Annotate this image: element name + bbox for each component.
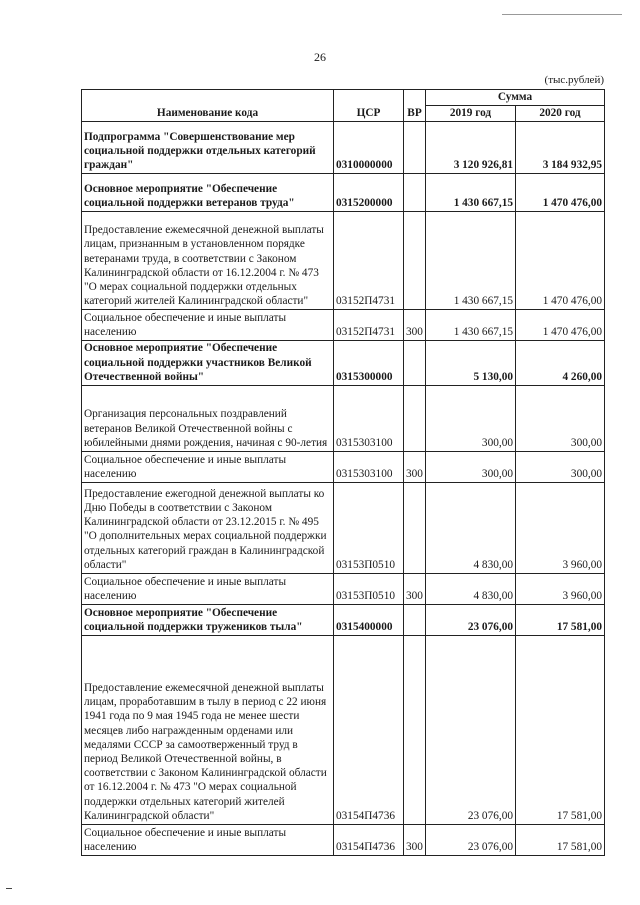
cell-name-line: от 16.12.2004 г. № 473 "О мерах социальной [84,781,297,794]
cell-2020: 3 184 932,95 [516,122,605,174]
cell-name-line: юбилейными днями рождения, начиная с 90-летия [84,436,328,449]
cell-2019: 1 430 667,15 [426,174,516,212]
cell-name-line: Предоставление ежегодной денежной выплаты ко [84,487,325,500]
cell-vr: 300 [404,825,426,856]
cell-csr: 03153П0510 [334,574,404,605]
table-row [82,310,605,341]
cell-name-line: Основное мероприятие "Обеспечение [84,606,278,619]
cell-vr [404,341,426,386]
units-label: (тыс.рублей) [544,74,604,86]
cell-2020: 17 581,00 [516,605,605,636]
cell-name-line: Подпрограмма "Совершенствование мер [84,130,295,143]
cell-name-line: социальной поддержки ветеранов труда" [84,197,295,210]
table-row [82,483,605,574]
cell-2019: 3 120 926,81 [426,122,516,174]
table-row [82,825,605,856]
cell-name [82,574,334,605]
cell-name-line: Социальное обеспечение и иные выплаты [84,575,287,588]
table-row [82,174,605,212]
cell-2019: 300,00 [426,386,516,452]
cell-2019: 23 076,00 [426,825,516,856]
cell-2019: 1 430 667,15 [426,310,516,341]
cell-name-line: ветеранами труда, в соответствии с Законом [84,252,297,265]
cell-csr: 0315300000 [334,341,404,386]
cell-name-line: Социальное обеспечение и иные выплаты [84,453,287,466]
cell-2020: 3 960,00 [516,574,605,605]
header-csr: ЦСР [334,90,404,122]
cell-csr: 0315303100 [334,452,404,483]
cell-name-line: месяцев либо награжденным орденами или [84,724,294,737]
cell-csr: 03153П0510 [334,483,404,574]
cell-name [82,212,334,310]
cell-vr [404,483,426,574]
cell-2019: 300,00 [426,452,516,483]
cell-2020: 1 470 476,00 [516,212,605,310]
cell-2019: 23 076,00 [426,605,516,636]
scan-edge-mark [502,14,622,15]
cell-name-line: граждан" [84,159,134,172]
cell-2019: 4 830,00 [426,574,516,605]
cell-vr: 300 [404,310,426,341]
cell-name-line: категорий жителей Калининградской области" [84,295,309,308]
cell-name-line: Калининградской области от 16.12.2004 г. № 473 [84,266,319,279]
header-vr: ВР [404,90,426,122]
cell-name [82,174,334,212]
table-row [82,386,605,452]
budget-table [81,89,605,856]
cell-name-line: Предоставление ежемесячной денежной выплаты [84,681,324,694]
cell-name [82,452,334,483]
cell-vr [404,212,426,310]
cell-name-line: населению [84,326,137,339]
cell-name [82,605,334,636]
cell-vr: 300 [404,452,426,483]
cell-name [82,341,334,386]
table-row [82,122,605,174]
cell-csr: 0315400000 [334,605,404,636]
table-row [82,212,605,310]
cell-name-line: поддержки отдельных категорий жителей [84,795,285,808]
cell-name-line: медалями СССР за самоотверженный труд в [84,738,298,751]
table-row [82,605,605,636]
cell-name-line: лицам, признанным в установленном порядке [84,238,305,251]
cell-csr: 03154П4736 [334,825,404,856]
page-number: 26 [314,50,326,64]
cell-name-line: Основное мероприятие "Обеспечение [84,183,278,195]
cell-name-line: соответствии с Законом Калининградской области [84,767,327,780]
header-name: Наименование кода [82,90,334,122]
cell-name-line: ветеранов Великой Отечественной войны с [84,422,293,435]
cell-name-line: социальной поддержки тружеников тыла" [84,620,303,633]
cell-name-line: Предоставление ежемесячной денежной выплаты [84,224,324,237]
cell-name-line: Калининградской области" [84,809,215,822]
table-row [82,574,605,605]
cell-vr: 300 [404,574,426,605]
cell-name-line: социальной поддержки участников Великой [84,356,312,369]
cell-name [82,825,334,856]
cell-name-line: отдельных категорий граждан в Калининградской [84,544,325,557]
cell-name [82,122,334,174]
cell-name-line: Организация персональных поздравлений [84,408,287,421]
cell-name-line: лицам, проработавшим в тылу в период с 22 июня [84,696,327,709]
cell-csr: 03152П4731 [334,310,404,341]
cell-name-line: Основное мероприятие "Обеспечение [84,342,278,355]
cell-csr: 0310000000 [334,122,404,174]
cell-name-line: "О мерах социальной поддержки отдельных [84,281,297,293]
cell-2020: 3 960,00 [516,483,605,574]
table-row [82,341,605,386]
cell-csr: 03154П4736 [334,636,404,825]
cell-name [82,483,334,574]
cell-vr [404,636,426,825]
header-2019: 2019 год [426,106,516,122]
cell-2019: 1 430 667,15 [426,212,516,310]
cell-name-line: населению [84,589,137,602]
header-sum: Сумма [426,90,605,106]
cell-name-line: Отечественной войны" [84,370,205,383]
cell-2019: 4 830,00 [426,483,516,574]
cell-name-line: "О дополнительных мерах социальной поддержки [84,530,327,543]
cell-2020: 1 470 476,00 [516,174,605,212]
cell-name-line: населению [84,840,137,853]
cell-vr [404,122,426,174]
scan-edge-dash [6,888,12,889]
cell-csr: 03152П4731 [334,212,404,310]
cell-name-line: Калининградской области от 23.12.2015 г. № 495 [84,516,319,529]
cell-name-line: области" [84,558,127,571]
cell-2020: 17 581,00 [516,825,605,856]
cell-vr [404,386,426,452]
cell-csr: 0315303100 [334,386,404,452]
cell-name-line: населению [84,467,137,480]
cell-2020: 300,00 [516,386,605,452]
cell-csr: 0315200000 [334,174,404,212]
cell-name-line: Дню Победы в соответствии с Законом [84,502,272,514]
header-2020: 2020 год [516,106,605,122]
cell-name [82,636,334,825]
cell-name-line: Социальное обеспечение и иные выплаты [84,826,287,839]
table-row [82,452,605,483]
table-body [82,122,605,856]
cell-2019: 23 076,00 [426,636,516,825]
cell-vr [404,174,426,212]
cell-vr [404,605,426,636]
table-row [82,636,605,825]
cell-2019: 5 130,00 [426,341,516,386]
cell-name-line: социальной поддержки отдельных категорий [84,145,316,157]
cell-name [82,310,334,341]
cell-2020: 4 260,00 [516,341,605,386]
cell-2020: 1 470 476,00 [516,310,605,341]
cell-name-line: 1941 года по 9 мая 1945 года не менее шести [84,710,300,723]
cell-name [82,386,334,452]
cell-name-line: Социальное обеспечение и иные выплаты [84,312,287,324]
cell-2020: 17 581,00 [516,636,605,825]
cell-2020: 300,00 [516,452,605,483]
cell-name-line: период Великой Отечественной войны, в [84,753,282,765]
